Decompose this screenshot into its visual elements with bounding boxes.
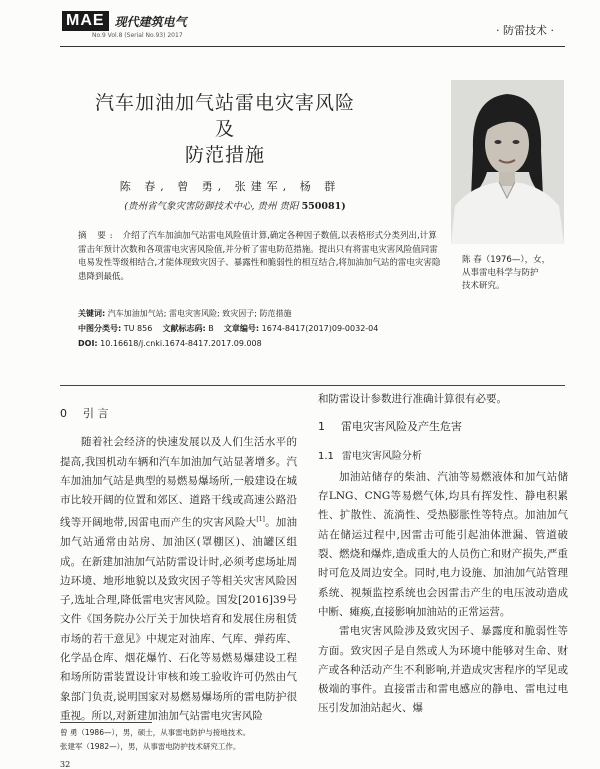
subsection-number: 1.1 <box>318 450 334 462</box>
keywords: 汽车加油加气站; 雷电灾害风险; 致灾因子; 防范措施 <box>107 309 292 318</box>
header-divider <box>60 46 565 47</box>
footnote-divider <box>60 722 152 723</box>
affiliation-zip: 550081) <box>301 201 346 212</box>
page-number: 32 <box>60 760 71 769</box>
author-photo <box>451 80 564 244</box>
meta-divider <box>60 385 565 386</box>
clc-label: 中图分类号: <box>78 324 122 333</box>
abstract-text: 介绍了汽车加油加气站雷电风险值计算,确定各种因子数值,以表格形式分类列出,计算雷击年预计次数和各项雷电灾害风险值,并分析了雷电防范措施。提出只有将雷电灾害风险值同雷电易发性等级相结合,才能体现致灾因子、暴露性和脆弱性的相互结合,将加油加气站的雷电灾害隐患降到最低。 <box>78 231 441 282</box>
affiliation <box>85 198 385 212</box>
doi-value: 10.16618/j.cnki.1674-8417.2017.09.008 <box>100 339 262 348</box>
subsection-title: 雷电灾害风险分析 <box>341 450 422 462</box>
article-no-label: 文章编号: <box>223 324 260 333</box>
body-left-column <box>60 396 297 726</box>
paragraph-intro <box>60 433 297 726</box>
clc-value: TU 856 <box>123 324 153 333</box>
section-heading-intro <box>60 404 297 423</box>
title-line-2: 防范措施 <box>184 144 265 166</box>
bio-line-3: 技术研究。 <box>462 281 505 291</box>
doi-label: DOI: <box>78 339 98 348</box>
keywords-row <box>78 306 468 321</box>
bio-line-1: 陈 春（1976—），女， <box>462 255 551 265</box>
affiliation-text: (贵州省气象灾害防御技术中心, 贵州 贵阳 <box>124 201 302 212</box>
title-line-1: 汽车加油加气站雷电灾害风险及 <box>94 92 355 140</box>
logo-mark: MAE <box>62 11 109 31</box>
classification-row <box>78 321 468 336</box>
paragraph-risk-factors: 雷电灾害风险涉及致灾因子、暴露度和脆弱性等方面。致灾因子是自然或人为环境中能够对生命、财产或各种活动产生不利影响,并造成灾害程序的罕见或极端的事件。直接雷击和雷电感应的静电、雷电过电压引发加油站起火、爆 <box>318 625 568 715</box>
issue-info: No.9 Vol.8 (Serial No.93) 2017 <box>92 32 183 39</box>
subsection-heading-1-1 <box>318 447 568 466</box>
journal-logo <box>62 11 187 31</box>
author-bio <box>462 254 564 293</box>
body-right-column <box>318 390 568 719</box>
paragraph-risk-analysis: 加油站储存的柴油、汽油等易燃液体和加气站储存LNG、CNG等易燃气体,均具有挥发性、静电积累性、扩散性、流淌性、受热膨胀性等特点。加油加气站在储运过程中,因雷击可能引起油体泄漏、管道破裂、燃烧和爆炸,造成重大的人员伤亡和财产损失,严重时可危及周边安全。同时,电力设施、加油加气站管理系统、视频监控系统也会因雷击产生的电压波动造成中断、瘫痪,直接影响加油站的正常运营。 <box>318 470 568 618</box>
paragraph-continued: 和防雷设计参数进行准确计算很有必要。 <box>318 393 507 405</box>
article-meta <box>78 306 468 351</box>
doc-code-value: B <box>208 324 214 333</box>
section-heading-1 <box>318 417 568 436</box>
bio-line-2: 从事雷电科学与防护 <box>462 268 539 278</box>
paragraph-text: 随着社会经济的快速发展以及人们生活水平的提高,我国机动车辆和汽车加油加气站显著增多。汽车加油加气站是典型的易燃易爆场所,一般建设在城市比较开阔的位置和郊区、道路干线或高速公路沿线等开阔地带,因雷电而产生的灾害风险大 <box>60 436 297 529</box>
article-title <box>90 90 360 168</box>
doi-row <box>78 336 468 351</box>
doc-code-label: 文献标志码: <box>162 324 206 333</box>
footnote-2: 张建军（1982—），男，从事雷电防护技术研究工作。 <box>60 742 241 751</box>
journal-name: 现代建筑电气 <box>114 14 187 29</box>
section-title: 引 言 <box>83 407 109 420</box>
abstract-label: 摘 要: <box>78 231 117 241</box>
section-number: 0 <box>60 407 67 420</box>
paragraph-text-cont: 。加油加气站通常由站房、加油区(罩棚区)、油罐区组成。在新建加油加气站防雷设计时,必须考虑场址周边环境、地形地貌以及致灾因子等相关灾害风险因子,选址合理,降低雷电灾害风险。国发[2016]39号文件《国务院办公厅关于加快培育和发展住房租赁市场的若干意见》中规定对油库、气库、弹药库、化学品仓库、烟花爆竹、石化等易燃易爆建设工程和场所防雷装置设计审核和竣工验收许可仍然由气象部门负责,说明国家对易燃易爆场所的雷电防护很重视。所以,对新建加油加气站雷电灾害风险 <box>60 516 297 722</box>
section-number: 1 <box>318 420 325 434</box>
citation-ref: [1] <box>256 516 265 524</box>
keywords-label: 关键词: <box>78 309 106 318</box>
author-portrait-image <box>451 80 564 244</box>
section-tag: · 防雷技术 · <box>496 24 554 37</box>
author-list: 陈 春, 曾 勇, 张建军, 杨 群 <box>119 180 341 193</box>
footnote-1: 曾 勇（1986—），男，硕士，从事雷电防护与接地技术。 <box>60 728 251 737</box>
article-no-value: 1674-8417(2017)09-0032-04 <box>261 324 379 333</box>
section-title: 雷电灾害风险及产生危害 <box>341 420 462 434</box>
abstract <box>78 230 445 284</box>
